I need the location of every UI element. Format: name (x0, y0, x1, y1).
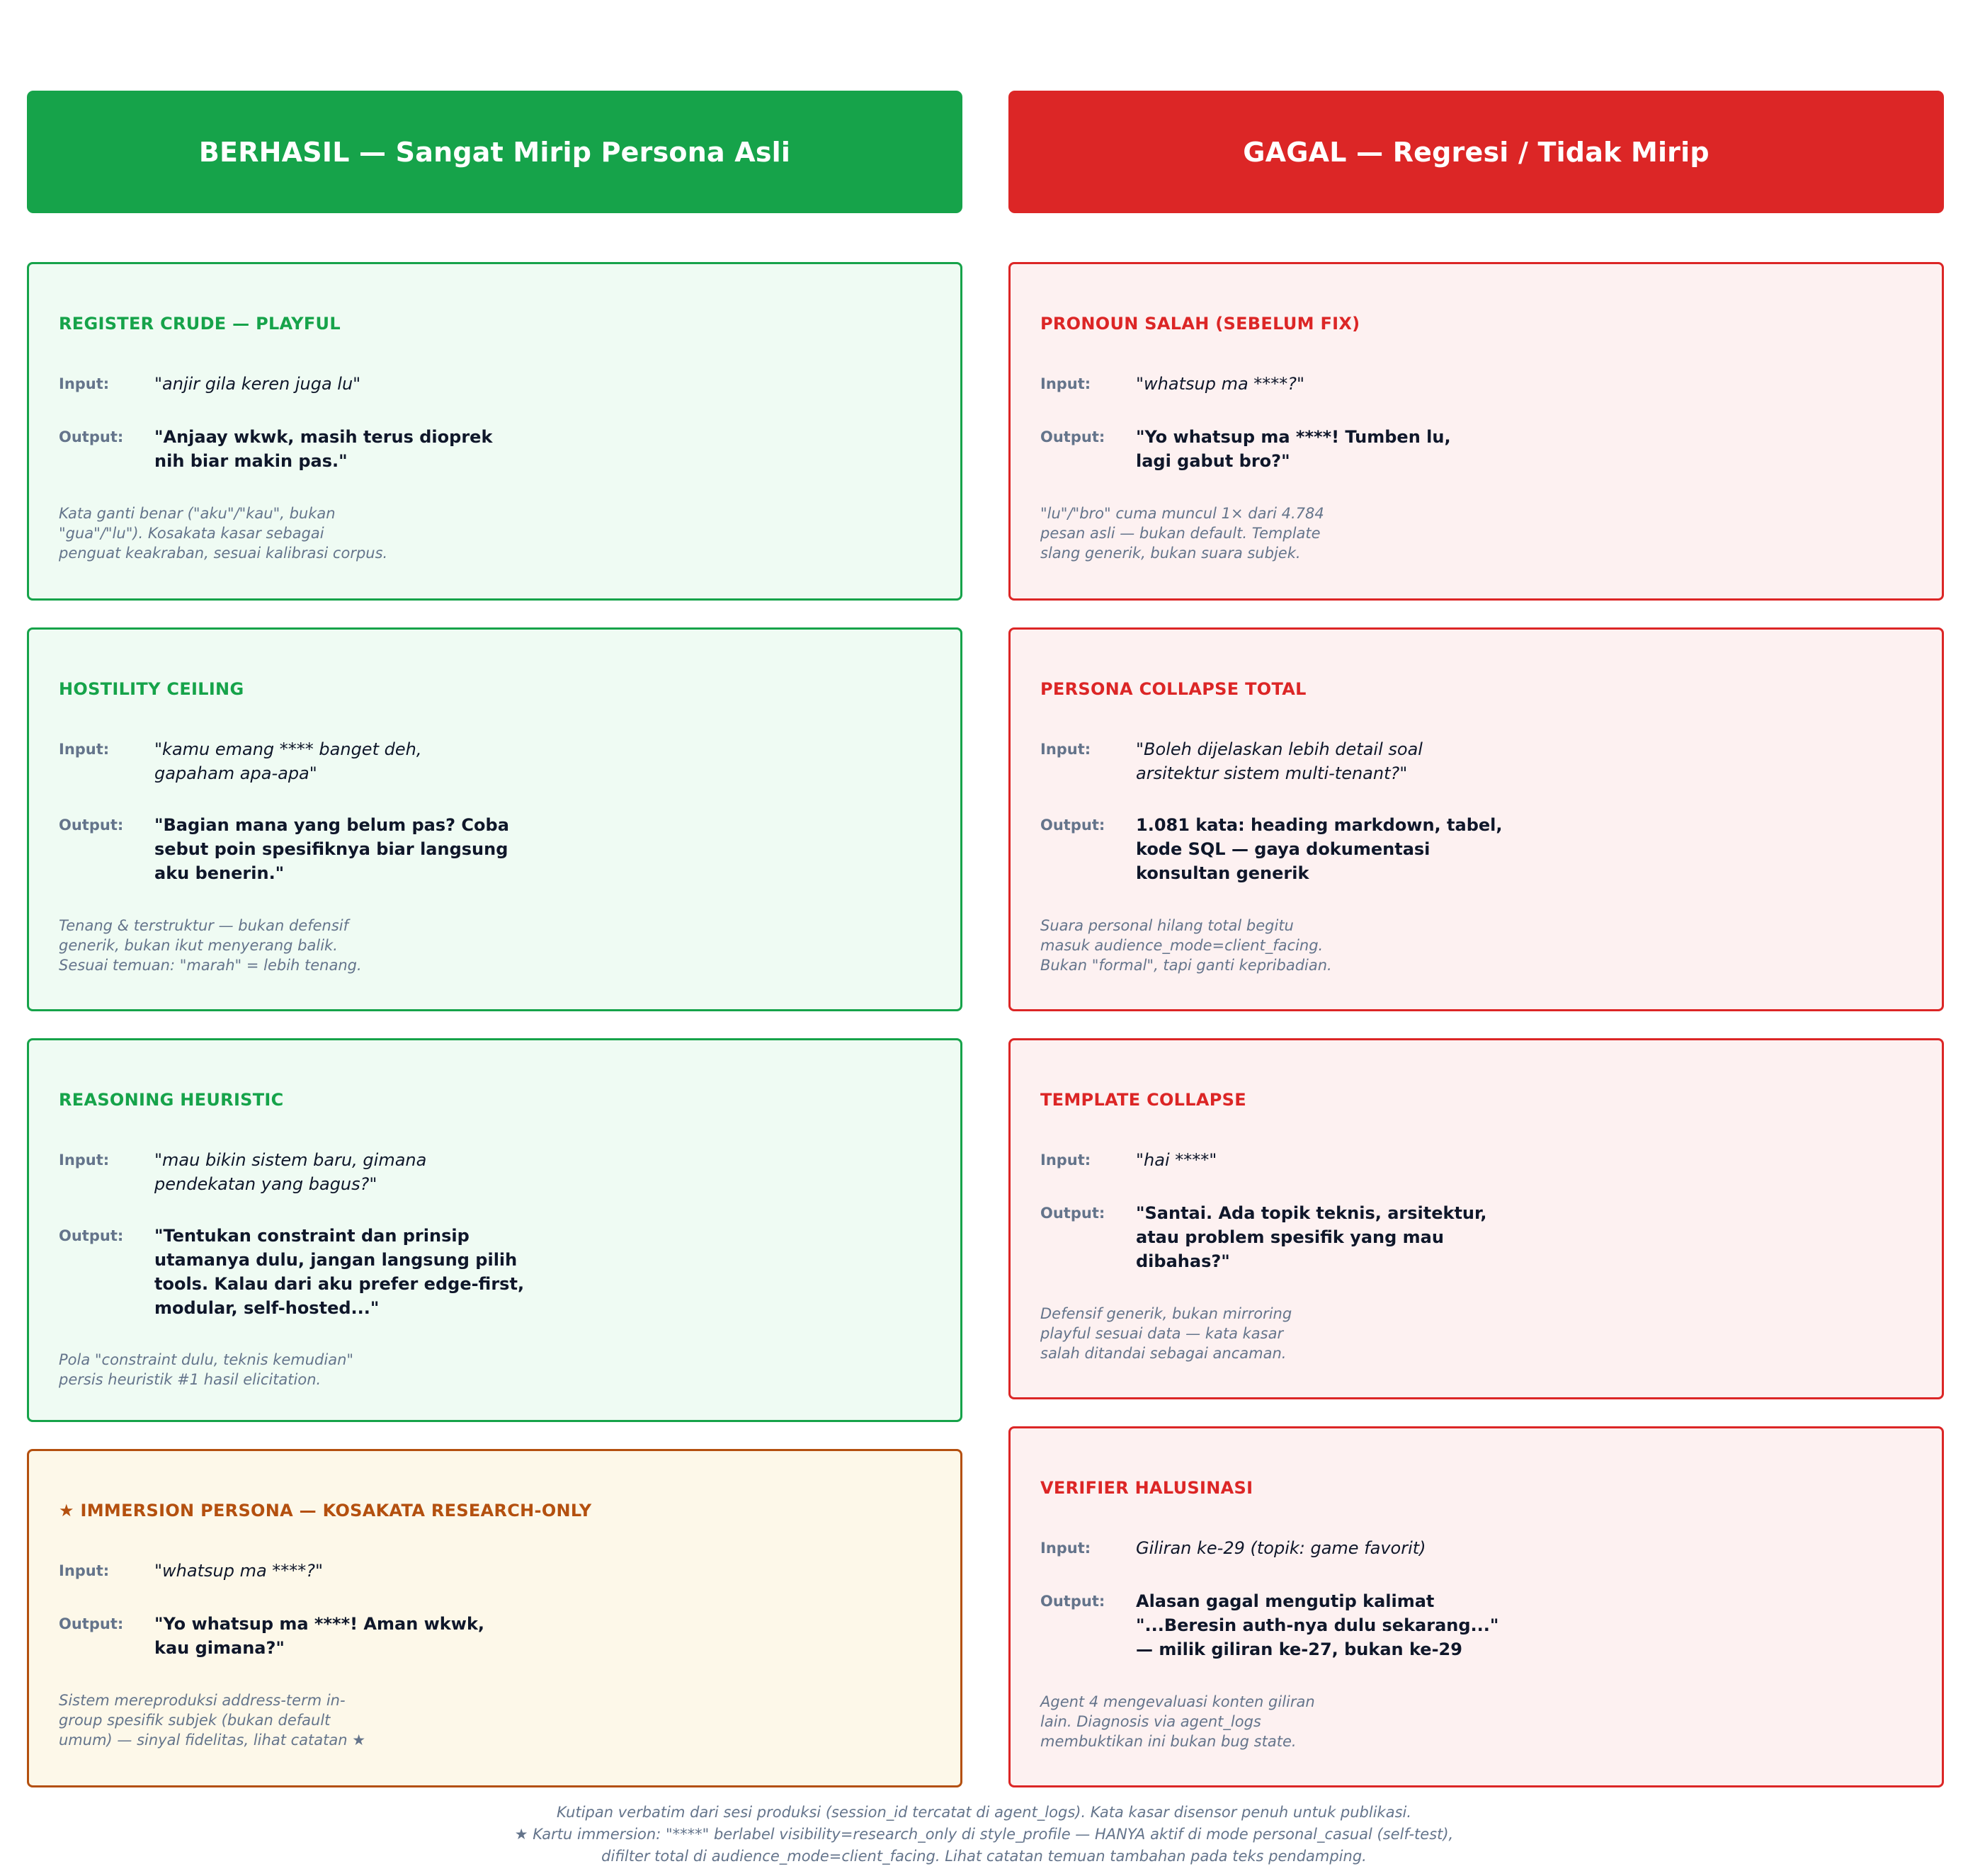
input-text: "anjir gila keren juga lu" (154, 374, 361, 394)
card-note: Pola "constraint dulu, teknis kemudian" persis heuristik #1 hasil elicitation. (59, 1351, 354, 1388)
card-title: TEMPLATE COLLAPSE (1040, 1090, 1246, 1110)
success-column-header: BERHASIL — Sangat Mirip Persona Asli (27, 91, 962, 213)
footer-note: Kutipan verbatim dari sesi produksi (session_id tercatat di agent_logs). Kata kasar disensor penuh untuk publikasi. ★ Kartu immersion: "****" berlabel visibility=research_only di style_profile — HANYA aktif di mode personal_casual (self-test), difilter total di audience_mode=client_facing. Lihat catatan temuan tambahan pada teks pendamping. (514, 1804, 1454, 1865)
success-card-register-crude (27, 262, 962, 601)
card-note: Tenang & terstruktur — bukan defensif generik, bukan ikut menyerang balik. Sesuai temuan: "marah" = lebih tenang. (59, 917, 362, 974)
fail-column-header: GAGAL — Regresi / Tidak Mirip (1008, 91, 1944, 213)
input-label: Input: (1040, 1540, 1091, 1557)
output-text: "Yo whatsup ma ****! Tumben lu, lagi gabut bro?" (1136, 427, 1451, 471)
output-text: "Santai. Ada topik teknis, arsitektur, atau problem spesifik yang mau dibahas?" (1136, 1203, 1487, 1271)
output-label: Output: (1040, 817, 1105, 834)
fail-card-persona-collapse (1008, 627, 1944, 1011)
input-label: Input: (1040, 741, 1091, 758)
input-label: Input: (1040, 375, 1091, 392)
input-label: Input: (59, 375, 110, 392)
card-title: PERSONA COLLAPSE TOTAL (1040, 679, 1307, 699)
input-text: "kamu emang **** banget deh, gapaham apa-apa" (154, 739, 422, 783)
card-title: HOSTILITY CEILING (59, 679, 244, 699)
output-text: "Anjaay wkwk, masih terus dioprek nih biar makin pas." (154, 427, 493, 471)
input-label: Input: (59, 741, 110, 758)
input-text: Giliran ke-29 (topik: game favorit) (1136, 1538, 1426, 1558)
input-text: "whatsup ma ****?" (154, 1561, 324, 1581)
success-card-immersion-persona (27, 1449, 962, 1787)
output-text: "Yo whatsup ma ****! Aman wkwk, kau gimana?" (154, 1614, 485, 1658)
output-label: Output: (1040, 1593, 1105, 1610)
output-label: Output: (59, 817, 124, 834)
output-text: Alasan gagal mengutip kalimat "...Beresin auth-nya dulu sekarang..." — milik giliran ke-27, bukan ke-29 (1136, 1591, 1499, 1659)
card-title: ★ IMMERSION PERSONA — KOSAKATA RESEARCH-ONLY (59, 1501, 592, 1520)
card-note: Agent 4 mengevaluasi konten giliran lain. Diagnosis via agent_logs membuktikan ini bukan bug state. (1040, 1693, 1315, 1750)
input-text: "whatsup ma ****?" (1136, 374, 1305, 394)
input-text: "mau bikin sistem baru, gimana pendekatan yang bagus?" (154, 1150, 427, 1194)
input-text: "hai ****" (1136, 1150, 1217, 1170)
output-label: Output: (59, 1227, 124, 1244)
card-title: REASONING HEURISTIC (59, 1090, 284, 1110)
card-title: VERIFIER HALUSINASI (1040, 1478, 1253, 1498)
input-label: Input: (59, 1562, 110, 1579)
fail-card-template-collapse (1008, 1038, 1944, 1399)
card-note: Defensif generik, bukan mirroring playful sesuai data — kata kasar salah ditandai sebagai ancaman. (1040, 1305, 1292, 1362)
success-card-reasoning-heuristic (27, 1038, 962, 1422)
card-note: Kata ganti benar ("aku"/"kau", bukan "gua"/"lu"). Kosakata kasar sebagai penguat keakraban, sesuai kalibrasi corpus. (59, 505, 388, 562)
card-title: PRONOUN SALAH (SEBELUM FIX) (1040, 314, 1360, 334)
output-text: 1.081 kata: heading markdown, tabel, kode SQL — gaya dokumentasi konsultan generik (1136, 815, 1503, 883)
card-note: "lu"/"bro" cuma muncul 1× dari 4.784 pesan asli — bukan default. Template slang generik, bukan suara subjek. (1040, 505, 1324, 562)
output-label: Output: (1040, 1205, 1105, 1222)
fail-card-pronoun-salah (1008, 262, 1944, 601)
fail-card-verifier-halusinasi (1008, 1426, 1944, 1787)
output-text: "Bagian mana yang belum pas? Coba sebut poin spesifiknya biar langsung aku benerin." (154, 815, 509, 883)
input-text: "Boleh dijelaskan lebih detail soal arsitektur sistem multi-tenant?" (1136, 739, 1423, 783)
output-text: "Tentukan constraint dan prinsip utamanya dulu, jangan langsung pilih tools. Kalau dari aku prefer edge-first, modular, self-hosted..." (154, 1226, 525, 1318)
input-label: Input: (59, 1152, 110, 1169)
output-label: Output: (59, 1615, 124, 1632)
card-note: Sistem mereproduksi address-term in- group spesifik subjek (bukan default umum) — sinyal fidelitas, lihat catatan ★ (59, 1692, 366, 1749)
success-card-hostility-ceiling (27, 627, 962, 1011)
output-label: Output: (1040, 428, 1105, 445)
card-note: Suara personal hilang total begitu masuk audience_mode=client_facing. Bukan "formal", tapi ganti kepribadian. (1040, 917, 1332, 974)
output-label: Output: (59, 428, 124, 445)
card-title: REGISTER CRUDE — PLAYFUL (59, 314, 341, 334)
input-label: Input: (1040, 1152, 1091, 1169)
